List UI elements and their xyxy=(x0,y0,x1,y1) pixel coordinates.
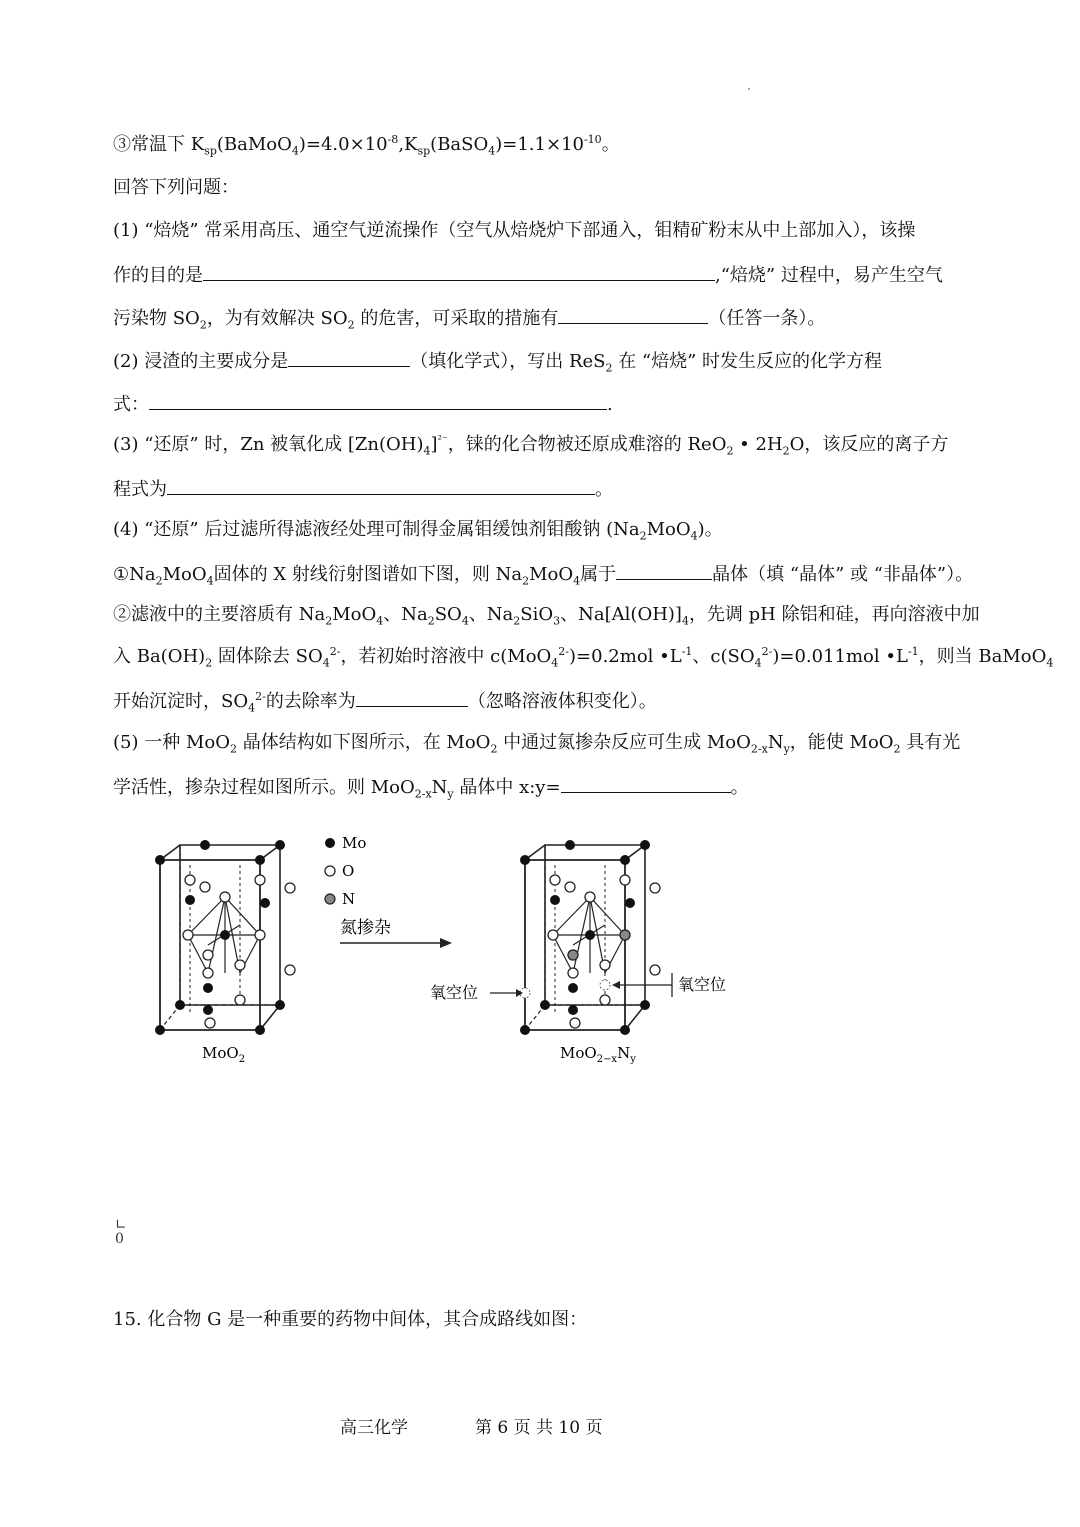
legend-n-label: N xyxy=(342,890,356,908)
legend-o-label: O xyxy=(342,862,355,880)
answer-blank-4a[interactable] xyxy=(616,561,712,580)
answer-blank-1a[interactable] xyxy=(203,262,715,281)
question-1-line-2: 作的目的是 ,“焙烧” 过程中，易产生空气 xyxy=(113,262,943,288)
footer-page-number: 第 6 页 共 10 页 xyxy=(475,1418,603,1438)
answer-blank-1b[interactable] xyxy=(558,305,708,324)
question-4-item-2-line-2: 入 $Ba(OH)_2$ 固体除去 $SO_4^{2-}$，若初始时溶液中 c(MoO$_4^{2-}$)=0.2mol $•L^{-1}$、$c(SO_4^{2-})=0.011mol$ $•L^{-1}$，则当 BaMoO$_4$ xyxy=(113,645,1054,670)
footer-subject: 高三化学 xyxy=(340,1418,408,1438)
question-1-line-1: (1) “焙烧” 常采用高压、通空气逆流操作（空气从焙烧炉下部通入，钼精矿粉末从中上部加入），该操 xyxy=(113,220,916,241)
doping-arrow-head xyxy=(440,938,452,948)
crystal-structure-figure xyxy=(150,825,760,1075)
answer-prompt: 回答下列问题： xyxy=(113,177,239,198)
legend-n-marker xyxy=(325,894,335,904)
question-2-line-1: (2) 浸渣的主要成分是 （填化学式），写出 ReS$_2$ 在 “焙烧” 时发生反应的化学方程 xyxy=(113,348,882,374)
legend-mo-label: Mo xyxy=(342,834,367,852)
n-atom xyxy=(568,950,578,960)
question-3-line-1: (3) “还原” 时，Zn 被氧化成 $[Zn(OH)_4]^{^{2-}}$，铼的化合物被还原成难溶的 ReO$_2$ • $2H_2O$，该反应的离子方 xyxy=(113,433,949,458)
question-1-line-3: 污染物 $SO_2$，为有效解决 $SO_2$ 的危害，可采取的措施有 （任答一条）。 xyxy=(113,305,825,331)
answer-blank-2a[interactable] xyxy=(288,348,410,367)
question-2-line-2: 式： . xyxy=(113,391,613,417)
arrow-label: 氮掺杂 xyxy=(340,918,391,938)
caption-left: MoO$_2$ xyxy=(202,1044,246,1065)
corner-mark: ∟ 0 xyxy=(115,1217,127,1247)
moo2-cell xyxy=(155,840,295,1035)
question-4-item-2-line-3: 开始沉淀时，$SO_4^{2-}$的去除率为 （忽略溶液体积变化）。 xyxy=(113,690,657,715)
question-4-item-1: $①Na_2MoO_4$固体的 X 射线衍射图谱如下图，则 $Na_2MoO_4$属于 晶体（填 “晶体” 或 “非晶体”）。 xyxy=(113,561,973,587)
legend-mo-marker xyxy=(325,838,335,848)
answer-blank-5[interactable] xyxy=(561,774,731,793)
legend-o-marker xyxy=(325,866,335,876)
question-5-line-2: 学活性，掺杂过程如图所示。则 $MoO_{2-x}N_y$ 晶体中 x:y= 。 xyxy=(113,774,749,800)
scan-speck xyxy=(748,88,750,90)
caption-right: $MoO_{2-x}N_y$ xyxy=(560,1044,636,1065)
n-atom xyxy=(620,930,630,940)
moo2-xny-cell xyxy=(520,840,660,1035)
vacancy-label-right: 氧空位 xyxy=(678,975,727,994)
answer-blank-4b[interactable] xyxy=(356,688,468,707)
question-4-item-2-line-1: ②滤液中的主要溶质有 $Na_2MoO_4$、$Na_2SO_4$、$Na_2SiO_3$、$Na[Al(OH)]_4$，先调 pH 除铝和硅，再向溶液中加 xyxy=(113,604,980,628)
oxygen-vacancy xyxy=(600,980,610,990)
answer-blank-2b[interactable] xyxy=(149,391,607,410)
answer-blank-3[interactable] xyxy=(167,476,595,495)
vacancy-label-left: 氧空位 xyxy=(430,983,479,1002)
question-3-line-2: 程式为 。 xyxy=(113,476,613,502)
question-4-line-1: (4) “还原” 后过滤所得滤液经处理可制得金属钼缓蚀剂钼酸钠 $(Na_2MoO_4)$。 xyxy=(113,519,723,543)
question-15: 15. 化合物 G 是一种重要的药物中间体，其合成路线如图： xyxy=(113,1309,588,1330)
known-condition-3: ③常温下 $K_{sp}(BaMoO_4)=4.0\times 10^{-8},K_{sp}(BaSO_4)=1.1\times 10^{-10}$。 xyxy=(113,133,620,158)
question-5-line-1: (5) 一种 MoO$_2$ 晶体结构如下图所示，在 MoO$_2$ 中通过氮掺杂反应可生成 $MoO_{2-x}N_y$，能使 MoO$_2$ 具有光 xyxy=(113,732,961,756)
